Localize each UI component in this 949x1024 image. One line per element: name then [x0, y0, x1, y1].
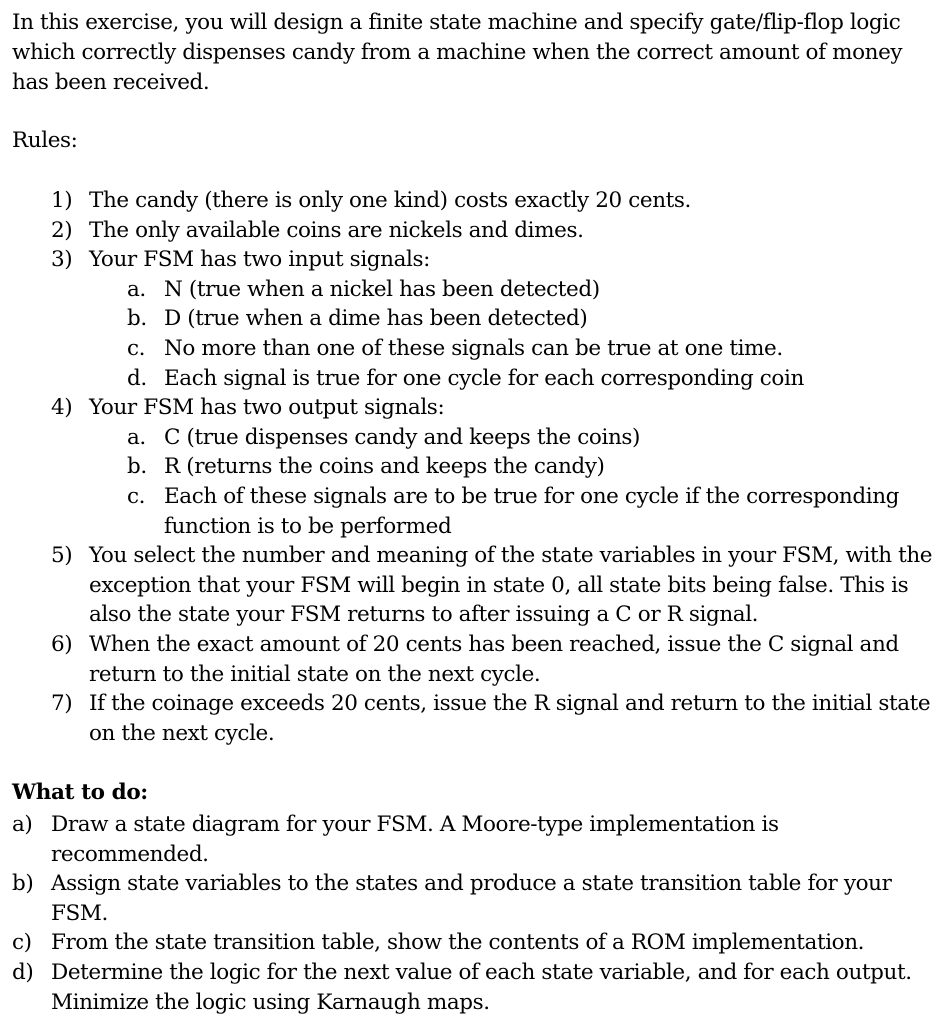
rule-subitem-text: C (true dispenses candy and keeps the coins): [164, 424, 641, 450]
todo-letter: c): [12, 930, 32, 956]
rule-number: 7): [51, 691, 73, 717]
rule-number: 2): [51, 217, 73, 243]
rule-subitem-letter: c.: [127, 335, 146, 361]
rule-subitem: [12, 334, 942, 364]
rule-subitem: [12, 452, 942, 482]
rules-heading: Rules:: [12, 128, 78, 153]
todo-item: [12, 928, 942, 958]
rule-subitem-letter: d.: [127, 365, 147, 391]
todo-text: Draw a state diagram for your FSM. A Moore-type implementation is recommended.: [51, 812, 779, 867]
rule-subitem-letter: b.: [127, 306, 147, 332]
rule-item: [12, 245, 942, 275]
rule-text: When the exact amount of 20 cents has been reached, issue the C signal and return to the initial state on the next cycle.: [89, 631, 899, 687]
rule-subitem-text: N (true when a nickel has been detected): [164, 276, 600, 302]
rule-item: [12, 630, 942, 689]
rule-number: 5): [51, 543, 73, 569]
rule-text: Your FSM has two output signals:: [89, 395, 445, 421]
todo-item: [12, 810, 942, 869]
rule-text: Your FSM has two input signals:: [89, 247, 430, 273]
todo-list: [12, 810, 942, 1017]
rule-subitem-letter: c.: [127, 483, 146, 509]
rule-number: 1): [51, 188, 73, 213]
rule-text: You select the number and meaning of the state variables in your FSM, with the exception that your FSM will begin in state 0, all state bits being false. This is also the state your FSM returns to after issuing a C or R signal.: [89, 543, 933, 628]
intro-paragraph: In this exercise, you will design a finite state machine and specify gate/flip-flop logic which correctly dispenses candy from a machine when the correct amount of money has been received.: [12, 10, 903, 95]
todo-text: From the state transition table, show the contents of a ROM implementation.: [51, 930, 865, 956]
rule-subitem-letter: b.: [127, 454, 147, 480]
rule-item: [12, 186, 942, 216]
rule-subitem-text: Each of these signals are to be true for one cycle if the corresponding function is to be performed: [164, 483, 900, 539]
rule-item: [12, 541, 942, 630]
todo-item: [12, 869, 942, 928]
rule-subitem-text: R (returns the coins and keeps the candy): [164, 454, 605, 480]
rule-subitem-text: D (true when a dime has been detected): [164, 306, 588, 332]
rule-item: [12, 393, 942, 423]
rule-item: [12, 689, 942, 748]
rule-subitem: [12, 482, 942, 541]
rules-list: [12, 186, 942, 748]
todo-letter: b): [12, 871, 34, 897]
todo-text: Determine the logic for the next value of each state variable, and for each output. Minimize the logic using Karnaugh maps.: [51, 959, 912, 1015]
todo-item: [12, 958, 942, 1017]
todo-letter: d): [12, 959, 34, 985]
rule-subitem: [12, 364, 942, 394]
rule-subitem: [12, 275, 942, 305]
rule-subitem-text: No more than one of these signals can be true at one time.: [164, 335, 783, 361]
todo-letter: a): [12, 812, 33, 837]
rule-subitem: [12, 423, 942, 453]
rule-text: The only available coins are nickels and dimes.: [89, 217, 584, 243]
rule-subitem-text: Each signal is true for one cycle for each corresponding coin: [164, 365, 804, 391]
what-to-do-heading: What to do:: [12, 780, 148, 805]
rule-number: 3): [51, 247, 73, 273]
rule-subitem-letter: a.: [127, 276, 146, 302]
todo-text: Assign state variables to the states and produce a state transition table for your FSM.: [51, 871, 892, 926]
document-page: [12, 8, 942, 1015]
rule-subitem-letter: a.: [127, 424, 146, 450]
rule-text: If the coinage exceeds 20 cents, issue the R signal and return to the initial state on the next cycle.: [89, 691, 931, 746]
rule-item: [12, 216, 942, 246]
rule-number: 6): [51, 631, 73, 657]
rule-text: The candy (there is only one kind) costs exactly 20 cents.: [89, 188, 691, 213]
rule-subitem: [12, 304, 942, 334]
rule-number: 4): [51, 395, 73, 421]
